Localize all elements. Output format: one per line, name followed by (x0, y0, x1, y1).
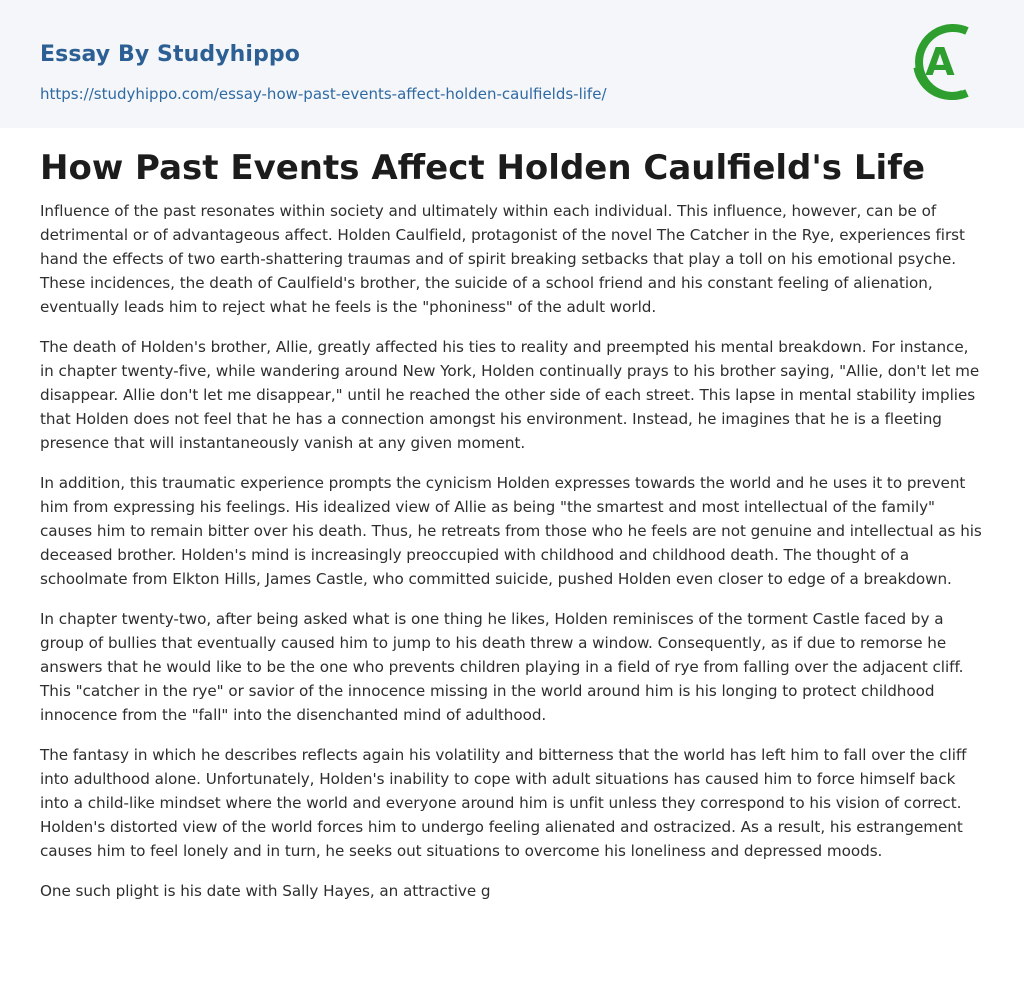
logo-letter: A (925, 40, 955, 84)
studyhippo-logo-icon[interactable] (910, 18, 986, 106)
essay-paragraph: Influence of the past resonates within society and ultimately within each individual. This influence, however, can be of detrimental or of advantageous affect. Holden Caulfield, protagonist of the novel The Catcher in the Rye, experiences first hand the effects of two earth-shattering traumas and of spirit breaking setbacks that play a toll on his emotional psyche. These incidences, the death of Caulfield's brother, the suicide of a school friend and his constant feeling of alienation, eventually leads him to reject what he feels is the "phoniness" of the adult world. (40, 202, 965, 316)
site-brand[interactable]: Essay By Studyhippo (40, 42, 300, 67)
essay-content (0, 128, 1024, 903)
essay-paragraph: The death of Holden's brother, Allie, greatly affected his ties to reality and preempted his mental breakdown. For instance, in chapter twenty-five, while wandering around New York, Holden continually prays to his brother saying, "Allie, don't let me disappear. Allie don't let me disappear," until he reached the other side of each street. This lapse in mental stability implies that Holden does not feel that he has a connection amongst his environment. Instead, he imagines that he is a fleeting presence that will instantaneously vanish at any given moment. (40, 338, 980, 452)
essay-paragraph: In addition, this traumatic experience prompts the cynicism Holden expresses towards the world and he uses it to prevent him from expressing his feelings. His idealized view of Allie as being "the smartest and most intellectual of the family" causes him to remain bitter over his death. Thus, he retreats from those who he feels are not genuine and intellectual as his deceased brother. Holden's mind is increasingly preoccupied with childhood and childhood death. The thought of a schoolmate from Elkton Hills, James Castle, who committed suicide, pushed Holden even closer to edge of a breakdown. (40, 474, 982, 588)
essay-paragraph: The fantasy in which he describes reflects again his volatility and bitterness that the world has left him to fall over the cliff into adulthood alone. Unfortunately, Holden's inability to cope with adult situations has caused him to force himself back into a child-like mindset where the world and everyone around him is unfit unless they correspond to his vision of correct. Holden's distorted view of the world forces him to undergo feeling alienated and ostracized. As a result, his estrangement causes him to feel lonely and in turn, he seeks out situations to overcome his loneliness and depressed moods. (40, 746, 967, 860)
essay-paragraph: One such plight is his date with Sally Hayes, an attractive g (40, 882, 491, 900)
site-header (0, 0, 1024, 128)
essay-title: How Past Events Affect Holden Caulfield's Life (40, 148, 926, 188)
essay-paragraph: In chapter twenty-two, after being asked what is one thing he likes, Holden reminisces of the torment Castle faced by a group of bullies that eventually caused him to jump to his death threw a window. Consequently, as if due to remorse he answers that he would like to be the one who prevents children playing in a field of rye from falling over the adjacent cliff. This "catcher in the rye" or savior of the innocence missing in the world around him is his longing to protect childhood innocence from the "fall" into the disenchanted mind of adulthood. (40, 610, 964, 724)
essay-body (40, 199, 984, 903)
essay-url-link[interactable]: https://studyhippo.com/essay-how-past-events-affect-holden-caulfields-life/ (40, 85, 607, 103)
